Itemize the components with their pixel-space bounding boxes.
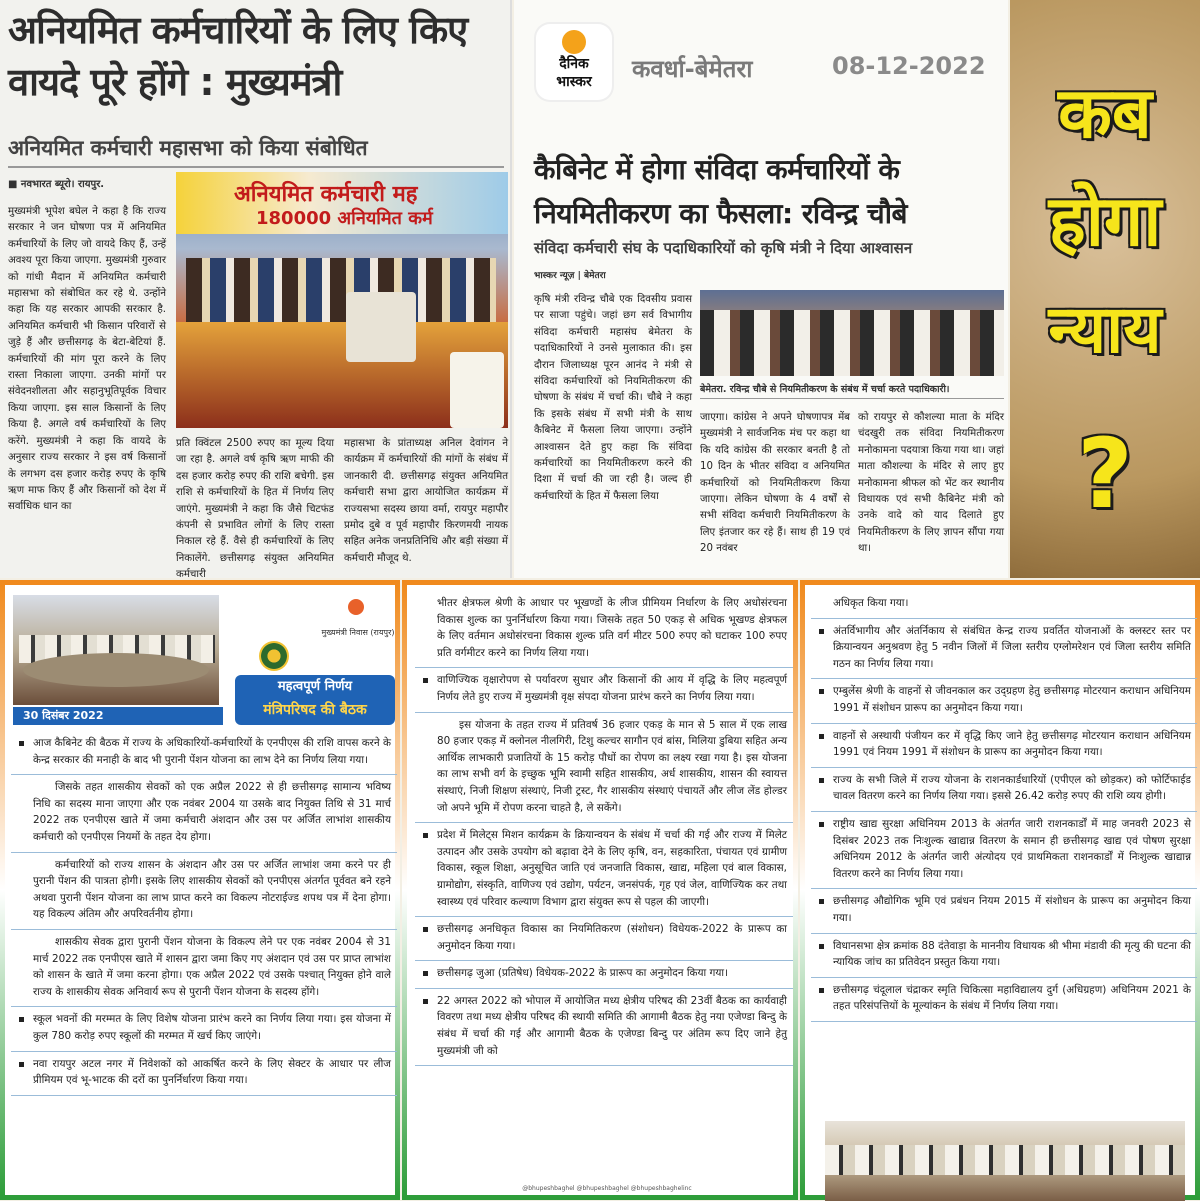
decision-item: राष्ट्रीय खाद्य सुरक्षा अधिनियम 2013 के अंतर्गत जारी राशनकार्डों में माह जनवरी 2023 से दिसंबर 2023 तक निःशुल्क खाद्यान्न वितरण के समान ही छत्तीसगढ़ खाद्य एवं पोषण सुरक्षा अधिनियम 2012 के अंतर्गत जारी अंत्योदय एवं प्राथमिकता राशनकार्डों में निःशुल्क खाद्यान्न वितरण करने का निर्णय लिया गया। <box>811 812 1197 889</box>
banner-text-1: अनियमित कर्मचारी मह <box>234 182 418 207</box>
decision-item: एम्बुलेंस श्रेणी के वाहनों से जीवनकाल कर उद्ग्रहण हेतु छत्तीसगढ़ मोटरयान कराधान अधिनियम 1991 में संशोधन प्रारूप का अनुमोदन किया गया। <box>811 679 1197 723</box>
government-logo-banner <box>450 352 504 428</box>
banner-text-2: 180000 अनियमित कर्म <box>256 208 433 229</box>
navbharat-clipping <box>0 0 512 581</box>
decision-item: नवा रायपुर अटल नगर में निवेशकों को आकर्षित करने के लिए सेक्टर के आधार पर लीज प्रीमियम एवं भू-भाटक की दरों का पुनर्निर्धारण किया गया। <box>11 1052 397 1096</box>
clipping-subheadline: अनियमित कर्मचारी महासभा को किया संबोधित <box>8 134 504 168</box>
decision-item: विधानसभा क्षेत्र क्रमांक 88 दंतेवाड़ा के माननीय विधायक श्री भीमा मंडावी की मृत्यु की घटना की न्यायिक जांच का प्रतिवेदन प्रस्तुत किया गया। <box>811 934 1197 978</box>
article-column-1: कृषि मंत्री रविन्द्र चौबे एक दिवसीय प्रवास पर साजा पहुंचे। जहां छग सर्व विभागीय संविदा कर्मचारी महासंघ बेमेतरा के पदाधिकारियों ने उनसे मुलाकात की। इस दौरान जिलाध्यक्ष पूरन आनंद ने मंत्री से संविदा कर्मचारियों को नियमितीकरण की घोषणा के संबंध में चर्चा की। चौबे ने कहा कि इसके संबंध में सभी मंत्री के साथ कैबिनेट में फैसला लिया जाएगा। उन्होंने आश्वासन देते हुए कहा कि संविदा कर्मचारियों का नियमितीकरण करने की दिशा में चर्चा की जा रही है। जल्द ही कर्मचारियों के हित में फैसला लिया <box>534 294 692 502</box>
meeting-people <box>825 1145 1185 1175</box>
decision-item: वाणिज्यिक वृक्षारोपण से पर्यावरण सुधार और किसानों की आय में वृद्धि के लिए महत्वपूर्ण निर्णय लेते हुए राज्य में मुख्यमंत्री वृक्ष संपदा योजना प्रारंभ करने का निर्णय लिया गया। <box>415 668 793 712</box>
decision-item: छत्तीसगढ़ औद्योगिक भूमि एवं प्रबंधन नियम 2015 में संशोधन के प्रारूप का अनुमोदन किया गया। <box>811 889 1197 933</box>
cabinet-decisions-panel-2 <box>402 580 798 1200</box>
photo-caption: बेमेतरा. रविन्द्र चौबे से नियमितीकरण के संबंध में चर्चा करते पदाधिकारी। <box>700 382 1004 399</box>
decision-item: अधिकृत किया गया। <box>811 591 1197 619</box>
decision-item: छत्तीसगढ़ जुआ (प्रतिषेध) विधेयक-2022 के प्रारूप का अनुमोदन किया गया। <box>415 961 793 989</box>
podium <box>346 292 416 362</box>
decision-item: शासकीय सेवक द्वारा पुरानी पेंशन योजना के विकल्प लेने पर एक नवंबर 2004 से 31 मार्च 2022 तक एनपीएस खाते में शासन द्वारा जमा किए गए अंशदान एवं उस पर प्राप्त लाभांश को शासन के खाते में जमा करना होगा। एक अप्रैल 2022 एवं उसके पश्चात् नियुक्त होने वाले राज्य के शासकीय सेवक अनिवार्य रूप से पुरानी पेंशन योजना के सदस्य होंगे। <box>11 930 397 1007</box>
location-pin-icon <box>345 599 367 629</box>
clipping-byline: ■ नवभारत ब्यूरो। रायपुर. <box>8 179 105 190</box>
poster-word-1: कब <box>1058 72 1152 154</box>
decision-item: वाहनों से अस्थायी पंजीयन कर में वृद्धि किए जाने हेतु छत्तीसगढ़ मोटरयान कराधान अधिनियम 1991 एवं नियम 1991 में संशोधन के प्रारूप का अनुमोदन किया गया। <box>811 724 1197 768</box>
decision-item: छत्तीसगढ़ चंदूलाल चंद्राकर स्मृति चिकित्सा महाविद्यालय दुर्ग (अधिग्रहण) अधिनियम 2021 के तहत परिसंपत्तियों के मूल्यांकन के संबंध में निर्णय लिया गया। <box>811 978 1197 1022</box>
dainik-bhaskar-logo <box>536 24 612 100</box>
meeting-people <box>700 310 1004 376</box>
article-column-2: जाएगा। कांग्रेस ने अपने घोषणापत्र मेंब मुख्यमंत्री ने सार्वजनिक मंच पर कहा था कि यदि कांग्रेस की सरकार बनती है तो 10 दिन के भीतर संविदा व अनियमित कर्मचारियों को नियमितीकरण किया जाएगा। लेकिन घोषणा के 4 वर्षों से सभी संविदा कर्मचारी नियमितीकरण के लिए इंतजार कर रहे हैं। साथ ही 19 एवं 20 नवंबर <box>700 412 850 555</box>
cabinet-meeting-photo <box>825 1121 1185 1201</box>
decision-item: भीतर क्षेत्रफल श्रेणी के आधार पर भूखण्डों के लीज प्रीमियम निर्धारण के लिए अधोसंरचना विकास शुल्क का पुनर्निर्धारण किया गया। जिसके तहत 50 एकड़ से अधिक भूखण्ड क्षेत्रफल के लिए वर्तमान अधोसंरचना विकास शुल्क प्रति वर्ग मीटर 500 रुपए को घटाकर 100 रुपए प्रति वर्गमीटर करने का निर्णय लिया गया। <box>415 591 793 668</box>
clipping-subheadline: संविदा कर्मचारी संघ के पदाधिकारियों को कृषि मंत्री ने दिया आश्वासन <box>534 239 913 257</box>
sun-icon <box>562 30 586 54</box>
justice-poster <box>1010 0 1200 578</box>
edition-place: कवर्धा-बेमेतरा <box>632 55 753 83</box>
badge-title: महत्वपूर्ण निर्णय <box>277 679 353 694</box>
stage-people <box>186 258 496 328</box>
decision-item: प्रदेश में मिलेट्स मिशन कार्यक्रम के क्रियान्वयन के संबंध में चर्चा की गई और राज्य में मिलेट उत्पादन और उसके उपयोग को बढ़ावा देने के लिए कृषि, वन, सहकारिता, पंचायत एवं ग्रामीण विकास, स्कूल शिक्षा, अनुसूचित जाति एवं जनजाति विकास, खाद्य, महिला एवं बाल विकास, ग्रामोद्योग, संस्कृति, वाणिज्य एवं उद्योग, पर्यटन, जनसंपर्क, गृह एवं जेल, वाणिज्यिक कर तथा स्वास्थ्य एवं परिवार कल्याण विभाग द्वारा संयुक्त रूप से पहल की जाएगी। <box>415 823 793 917</box>
meeting-table <box>23 653 209 687</box>
edition-date: 08-12-2022 <box>832 52 986 80</box>
article-column-1: मुख्यमंत्री भूपेश बघेल ने कहा है कि राज्य सरकार ने जन घोषणा पत्र में अनियमित कर्मचारियों के लिए जो वायदे किए हैं, उन्हें अवश्य पूरा किया जाएगा. मुख्यमंत्री गुरुवार को गांधी मैदान में अनियमित कर्मचारी महासभा को संबोधित कर रहे थे. उन्होंने कहा कि यह सरकार आपकी सरकार है. अनियमित कर्मचारी भी किसान परिवारों से जुड़े हैं और छत्तीसगढ़ के बेटा-बेटियां हैं. कर्मचारियों की मांग पूरा करने के लिए रास्ता निकाला जाएगा. उनकी मांगों पर संवेदनशीलता और सहानुभूतिपूर्वक विचार किया जाएगा. इस साल किसानों के लिए किया है. अगले वर्ष कर्मचारियों के लिए करेंगे. मुख्यमंत्री ने कहा कि वायदे के अनुसार राज्य सरकार ने इस वर्ष किसानों के लगभग दस हजार करोड़ रुपए के कृषि ऋण माफ किए हैं और किसानों को देश में सर्वाधिक धान का <box>8 206 166 513</box>
decision-item: अंतर्विभागीय और अंतर्निकाय से संबंधित केन्द्र राज्य प्रवर्तित योजनाओं के क्लस्टर स्तर पर क्रियान्वयन अनुश्रवण हेतु 5 नवीन जिलों में जिला स्तरीय एग्लोमरेशन एवं जिला स्तरीय समिति गठन का निर्णय लिया गया। <box>811 619 1197 680</box>
bhaskar-clipping <box>514 0 1008 578</box>
clipping-byline: भास्कर न्यूज़ | बेमेतरा <box>534 271 606 281</box>
state-emblem-icon <box>259 641 289 671</box>
decision-list <box>811 591 1197 1022</box>
rally-photo <box>176 172 508 428</box>
meeting-photo <box>700 290 1004 376</box>
question-mark: ? <box>1077 418 1133 530</box>
meeting-badge <box>235 675 395 725</box>
stage-banner <box>176 172 508 234</box>
social-handles: @bhupeshbaghel @bhupeshbaghel @bhupeshbaghelinc <box>522 1185 692 1192</box>
poster-word-3: न्याय <box>1048 291 1162 368</box>
decision-item: इस योजना के तहत राज्य में प्रतिवर्ष 36 हजार एकड़ के मान से 5 साल में एक लाख 80 हजार एकड़ में क्लोनल नीलगिरी, टिशु कल्चर सागौन एवं बांस, मिलिया डुबिया सहित अन्य आर्थिक लाभकारी प्रजातियों के 15 करोड़ पौधों का रोपण का लक्ष्य रखा गया है। इस योजना का लाभ सभी वर्ग के इच्छुक भूमि स्वामी सहित शासकीय, अर्ध शासकीय, शासन की स्वायत्त संस्थाएं, निजी शिक्षण संस्थाएं, निजी ट्रस्ट, गैर शासकीय संस्थाएं पंचायतें और लीज लेंड होल्डर जो अपने भूमि में रोपण करना चाहते है, ले सकेंगे। <box>415 713 793 824</box>
poster-word-2: होगा <box>1048 180 1162 262</box>
badge-subtitle: मंत्रिपरिषद की बैठक <box>263 702 367 718</box>
cabinet-meeting-photo <box>13 595 219 705</box>
decision-item: जिसके तहत शासकीय सेवकों को एक अप्रैल 2022 से ही छत्तीसगढ़ सामान्य भविष्य निधि का सदस्य माना जाएगा और एक नवंबर 2004 या उसके बाद नियुक्त तिथि से 31 मार्च 2022 तक एनपीएस खाते में जमा कर्मचारी अंशदान और उस पर अर्जित लाभांश शासकीय कर्मचारी को एनपीएस नियमों के तहत देय होगा। <box>11 775 397 852</box>
decision-item: आज कैबिनेट की बैठक में राज्य के अधिकारियों-कर्मचारियों के एनपीएस की राशि वापस करने के केन्द्र सरकार की मनाही के बाद भी पुरानी पेंशन योजना का लाभ देने का निर्णय लिया गया। <box>11 731 397 775</box>
location-label: मुख्यमंत्री निवास (रायपुर) <box>321 628 395 637</box>
decision-item: राज्य के सभी जिले में राज्य योजना के राशनकार्डधारियों (एपीएल को छोड़कर) को फोर्टिफाईड चावल वितरण करने का निर्णय लिया गया। इससे 26.42 करोड़ रुपए की राशि व्यय होगी। <box>811 768 1197 812</box>
clipping-headline: अनियमित कर्मचारियों के लिए किए वायदे पूरे होंगे : मुख्यमंत्री <box>8 8 468 104</box>
article-column-2: प्रति क्विंटल 2500 रुपए का मूल्य दिया जा रहा है. अगले वर्ष कृषि ऋण माफी की दस हजार करोड़ रुपए की राशि बचेगी. इस राशि से कर्मचारियों के हित में निर्णय लिए जाएंगे. मुख्यमंत्री ने कहा कि जैसे चिटफंड कंपनी से प्रभावित लोगों के लिए रास्ता निकाल रहे हैं. वैसे ही कर्मचारियों के लिए निकालेंगे. छत्तीसगढ़ संयुक्त अनियमित कर्मचारी <box>176 438 334 581</box>
cabinet-decisions-panel-3 <box>800 580 1200 1200</box>
article-column-3: महासभा के प्रांताध्यक्ष अनिल देवांगन ने कार्यक्रम में कर्मचारियों की मांगों के संबंध में जानकारी दी. छत्तीसगढ़ संयुक्त अनियमित कर्मचारी सभा द्वारा आयोजित कार्यक्रम में राज्यसभा सदस्य छाया वर्मा, रायपुर महापौर प्रमोद दुबे व पूर्व महापौर किरणमयी नायक सहित अनेक जनप्रतिनिधि और बड़ी संख्या में कर्मचारी मौजूद थे. <box>344 438 508 564</box>
logo-text-2: भास्कर <box>556 74 592 90</box>
logo-text-1: दैनिक <box>559 56 589 72</box>
clipping-headline: कैबिनेट में होगा संविदा कर्मचारियों के नियमितीकरण का फैसला: रविन्द्र चौबे <box>534 153 907 230</box>
decision-item: कर्मचारियों को राज्य शासन के अंशदान और उस पर अर्जित लाभांश जमा करने पर ही पुरानी पेंशन की पात्रता होगी। इसके लिए शासकीय सेवकों को एनपीएस अंतर्गत पूर्ववत बने रहने अथवा पुरानी पेंशन योजना का लाभ प्राप्त करने का विकल्प नोटराईज्ड शपथ पत्र में देना होगा। यह विकल्प अंतिम और अपरिवर्तनीय होगा। <box>11 853 397 930</box>
decision-list <box>415 591 793 1066</box>
decision-list <box>11 731 397 1096</box>
decision-item: 22 अगस्त 2022 को भोपाल में आयोजित मध्य क्षेत्रीय परिषद की 23वीं बैठक का कार्यवाही विवरण तथा मध्य क्षेत्रीय परिषद की स्थायी समिति की आगामी बैठक हेतु नया एजेण्डा बिन्दु के संबंध में चर्चा की गई और आगामी बैठक के एजेण्डा बिन्दु पर अंतिम रूप दिए जाने हेतु मुख्यमंत्री जी को <box>415 989 793 1066</box>
meeting-date: 30 दिसंबर 2022 <box>13 707 223 725</box>
article-column-3: को रायपुर से कौशल्या माता के मंदिर चंदखुरी तक संविदा नियमितीकरण मनोकामना पदयात्रा किया गया था। जहां माता कौशल्या के मंदिर से लाए हुए मनोकामना श्रीफल को भेंट कर स्थानीय विधायक एवं सभी कैबिनेट मंत्री को उनके वादे को याद दिलाते हुए नियमितीकरण के लिए ज्ञापन सौंपा गया था। <box>858 412 1004 555</box>
decision-item: स्कूल भवनों की मरम्मत के लिए विशेष योजना प्रारंभ करने का निर्णय लिया गया। इस योजना में कुल 780 करोड़ रुपए स्कूलों की मरम्मत में खर्च किए जाएंगे। <box>11 1007 397 1051</box>
cabinet-decisions-panel-1 <box>0 580 400 1200</box>
decision-item: छत्तीसगढ़ अनधिकृत विकास का नियमितिकरण (संशोधन) विधेयक-2022 के प्रारूप का अनुमोदन किया गया। <box>415 917 793 961</box>
